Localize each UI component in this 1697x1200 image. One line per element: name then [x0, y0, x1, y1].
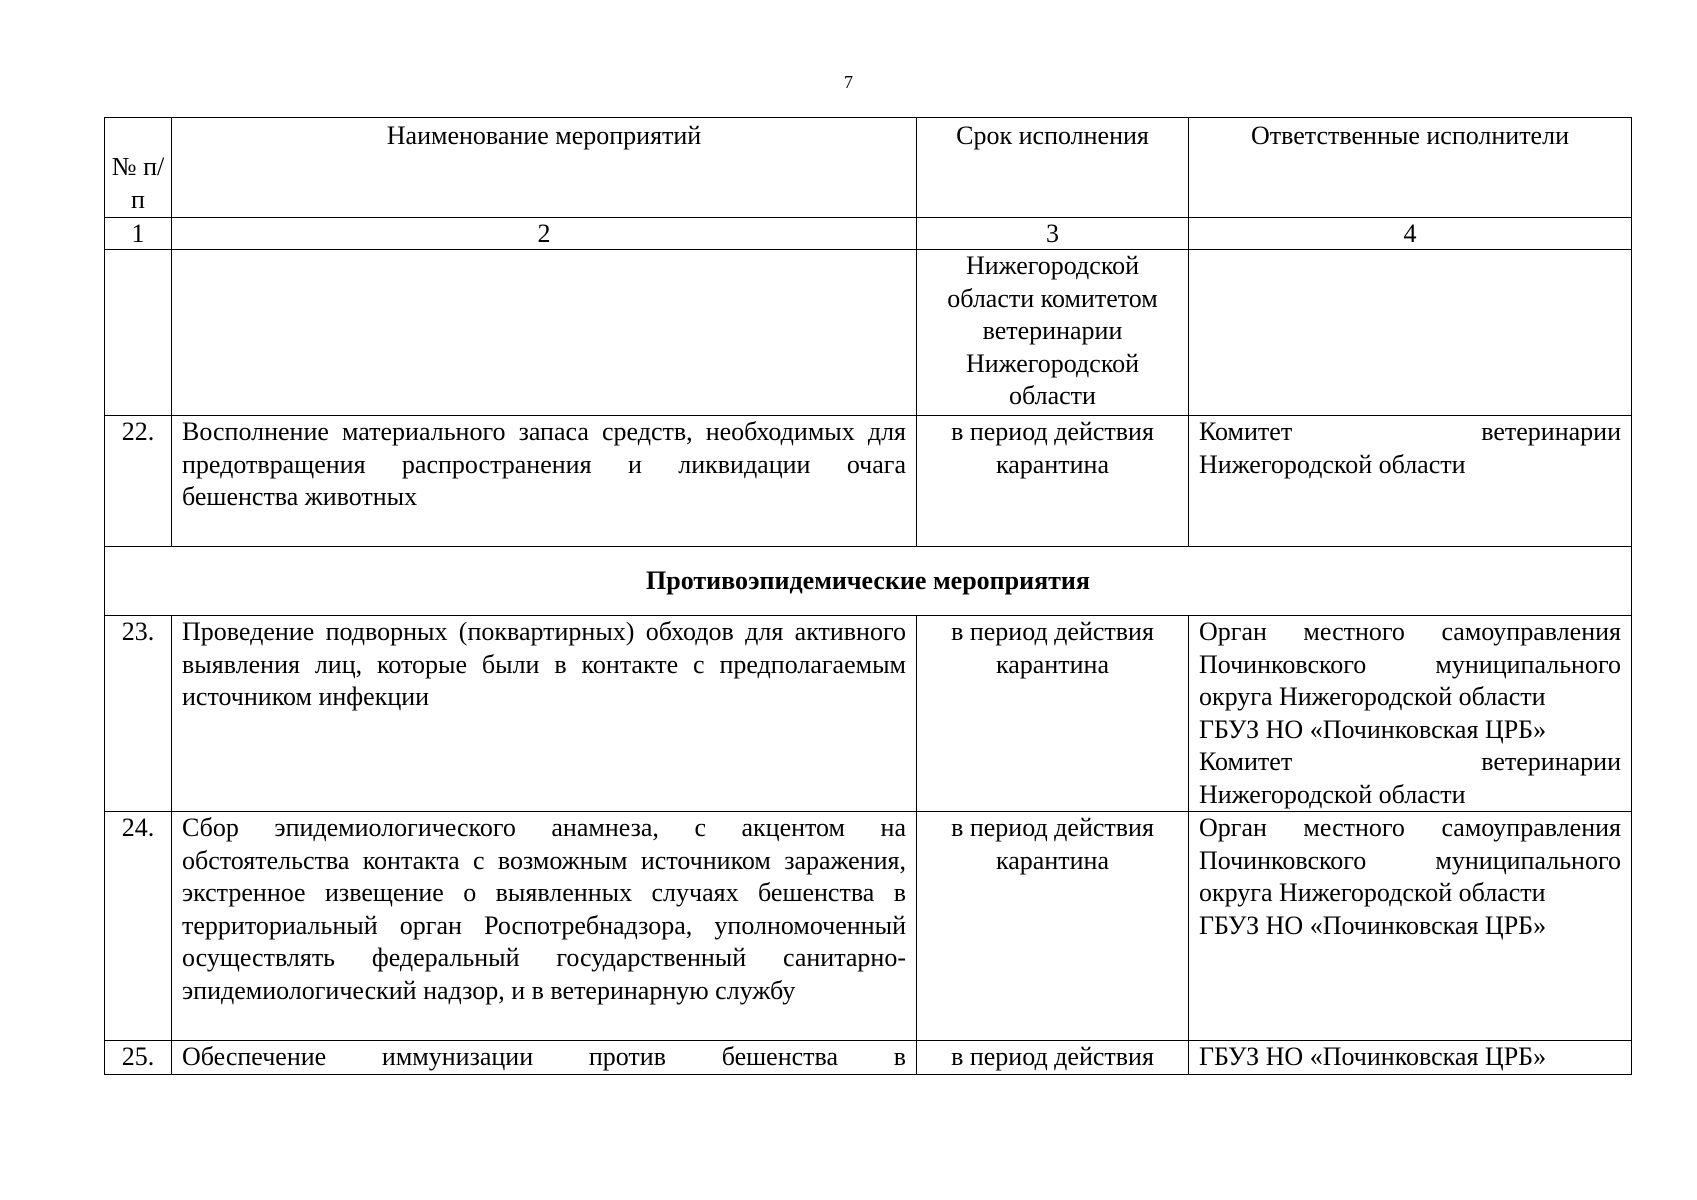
measures-table	[104, 117, 1632, 1075]
row-24-responsible-line-4: ГБУЗ НО «Починковская ЦРБ»	[1199, 910, 1547, 940]
row-23-responsible-line-6: Нижегородской области	[1199, 779, 1466, 809]
column-number-4: 4	[1189, 218, 1632, 250]
row-24-responsible-line-2: Починковского муниципального	[1199, 845, 1621, 875]
row-23-responsible-line-4: ГБУЗ НО «Починковская ЦРБ»	[1199, 714, 1547, 744]
row-25-responsible: ГБУЗ НО «Починковская ЦРБ»	[1189, 1041, 1632, 1075]
page-number: 7	[844, 72, 853, 92]
table-header-row	[105, 118, 1632, 218]
row-22-num: 22.	[105, 416, 172, 547]
table-row-23	[105, 616, 1632, 812]
row-24-responsible-line-1: Орган местного самоуправления	[1199, 813, 1621, 842]
row-23-term: в период действия карантина	[917, 616, 1189, 812]
header-responsible: Ответственные исполнители	[1189, 118, 1632, 218]
header-term: Срок исполнения	[917, 118, 1189, 218]
row-24-responsible	[1189, 812, 1632, 1041]
table-row-24	[105, 812, 1632, 1041]
row-23-responsible-line-2: Починковского муниципального	[1199, 649, 1621, 679]
cont-term-cell: Нижегородской области комитетом ветеринарии Нижегородской области	[917, 250, 1189, 416]
row-25-num: 25.	[105, 1041, 172, 1075]
column-number-2: 2	[172, 218, 917, 250]
row-23-responsible-line-3: округа Нижегородской области	[1199, 682, 1546, 711]
row-24-term: в период действия карантина	[917, 812, 1189, 1041]
column-number-1: 1	[105, 218, 172, 250]
header-name: Наименование мероприятий	[172, 118, 917, 218]
row-24-responsible-line-3: округа Нижегородской области	[1199, 878, 1546, 907]
header-num: № п/п	[105, 118, 172, 218]
cont-responsible-cell	[1189, 250, 1632, 416]
row-22-name: Восполнение материального запаса средств, необходимых для предотвращения распространения и ликвидации очага бешенства животных	[172, 416, 917, 547]
row-22-responsible	[1189, 416, 1632, 547]
cont-name-cell	[172, 250, 917, 416]
section-title: Противоэпидемические мероприятия	[105, 547, 1632, 616]
row-23-name: Проведение подворных (поквартирных) обходов для активного выявления лиц, которые были в контакте с предполагаемым источником инфекции	[172, 616, 917, 812]
row-23-responsible-line-1: Орган местного самоуправления	[1199, 617, 1621, 646]
row-24-name: Сбор эпидемиологического анамнеза, с акцентом на обстоятельства контакта с возможным источником заражения, экстренное извещение о выявленных случаях бешенства в территориальный орган Роспотребнадзора, уполномоченный осуществлять федеральный государственный санитарно-эпидемиологический надзор, и в ветеринарную службу	[172, 812, 917, 1041]
table-row-continuation	[105, 250, 1632, 416]
row-23-responsible-line-5: Комитет ветеринарии	[1199, 747, 1621, 776]
row-25-name: Обеспечение иммунизации против бешенства в	[172, 1041, 917, 1075]
row-22-responsible-line-2: Нижегородской области	[1199, 449, 1466, 479]
cont-num-cell	[105, 250, 172, 416]
column-number-3: 3	[917, 218, 1189, 250]
row-23-num: 23.	[105, 616, 172, 812]
row-22-term: в период действия карантина	[917, 416, 1189, 547]
row-23-responsible	[1189, 616, 1632, 812]
column-numbers-row	[105, 218, 1632, 250]
table-row-25	[105, 1041, 1632, 1075]
row-25-term: в период действия	[917, 1041, 1189, 1075]
row-22-responsible-line-1: Комитет ветеринарии	[1199, 417, 1621, 446]
section-row	[105, 547, 1632, 616]
table-row-22	[105, 416, 1632, 547]
row-24-num: 24.	[105, 812, 172, 1041]
